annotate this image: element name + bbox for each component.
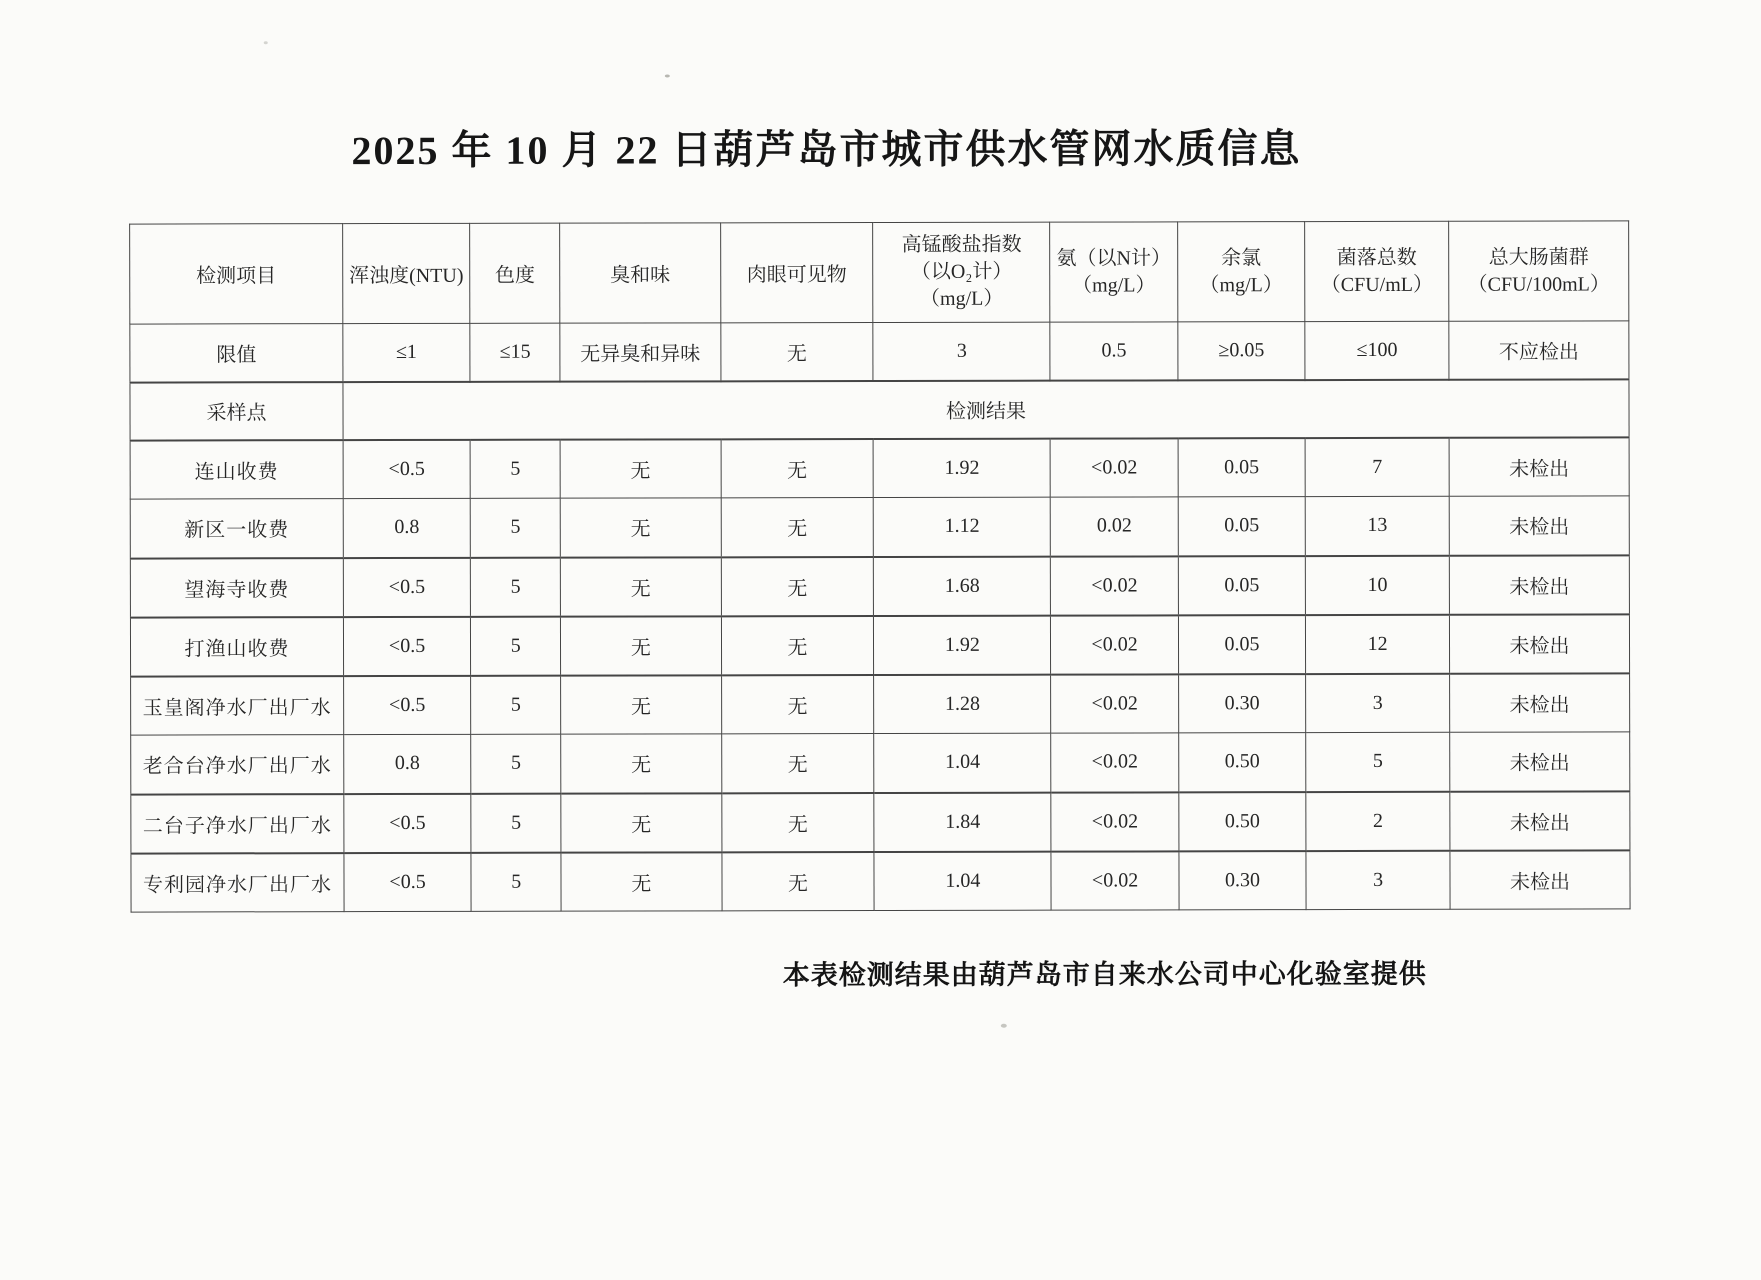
column-header-colony-count: 菌落总数 （CFU/mL） — [1305, 221, 1449, 321]
value-cell: 无 — [721, 793, 874, 852]
value-cell: 7 — [1305, 437, 1449, 496]
value-cell: 无 — [560, 498, 721, 557]
column-header-turbidity: 浑浊度(NTU) — [342, 223, 470, 323]
value-cell: 无 — [721, 734, 874, 793]
scan-speck — [1001, 1024, 1007, 1028]
site-name: 玉皇阁净水厂出厂水 — [131, 676, 344, 735]
table-row — [131, 850, 1630, 912]
value-cell: 0.8 — [343, 498, 471, 557]
limit-value: 无 — [720, 323, 873, 381]
value-cell: <0.02 — [1051, 733, 1179, 792]
value-cell: 未检出 — [1450, 791, 1630, 850]
value-cell: 无 — [721, 498, 874, 557]
value-cell: <0.02 — [1051, 792, 1179, 851]
value-cell: 未检出 — [1450, 850, 1630, 909]
limit-value: ≤15 — [470, 323, 560, 381]
column-header-total-coliform: 总大肠菌群 （CFU/100mL） — [1449, 221, 1629, 321]
limits-row — [130, 321, 1629, 382]
value-cell: <0.5 — [344, 793, 472, 852]
sampling-point-row — [130, 379, 1629, 440]
value-cell: <0.5 — [343, 439, 471, 498]
value-cell: 未检出 — [1450, 673, 1630, 732]
value-cell: 未检出 — [1449, 437, 1629, 496]
value-cell: 无 — [722, 852, 875, 911]
site-name: 新区一收费 — [130, 499, 343, 558]
value-cell: 无 — [561, 675, 722, 734]
water-quality-table — [129, 220, 1630, 912]
table-row — [131, 791, 1630, 853]
value-cell: 5 — [471, 852, 561, 911]
value-cell: <0.5 — [343, 557, 471, 616]
value-cell: 1.68 — [874, 556, 1051, 615]
table-row — [130, 614, 1629, 676]
site-name: 二台子净水厂出厂水 — [131, 794, 344, 853]
limit-value: 0.5 — [1050, 322, 1178, 380]
value-cell: 13 — [1305, 496, 1449, 555]
table-header-row — [130, 221, 1629, 324]
value-cell: 5 — [471, 616, 561, 675]
value-cell: <0.5 — [344, 852, 472, 911]
value-cell: 5 — [471, 734, 561, 793]
table-row — [130, 555, 1629, 617]
value-cell: 5 — [471, 793, 561, 852]
value-cell: <0.02 — [1051, 615, 1179, 674]
value-cell: 1.12 — [874, 497, 1051, 556]
limit-value: 3 — [873, 322, 1050, 380]
value-cell: 0.02 — [1051, 497, 1179, 556]
value-cell: 5 — [471, 675, 561, 734]
value-cell: 5 — [470, 439, 560, 498]
value-cell: 无 — [721, 675, 874, 734]
value-cell: 0.50 — [1178, 733, 1306, 792]
value-cell: 无 — [560, 439, 721, 498]
limit-value: ≤1 — [343, 323, 471, 381]
column-header-visible-matter: 肉眼可见物 — [720, 223, 873, 323]
value-cell: 12 — [1306, 614, 1450, 673]
value-cell: 10 — [1305, 555, 1449, 614]
value-cell: 1.04 — [874, 851, 1051, 910]
site-name: 专利园净水厂出厂水 — [131, 853, 344, 912]
column-header-permanganate-index: 高锰酸盐指数 （以O₂计） （mg/L） — [873, 222, 1050, 322]
page-title: 2025 年 10 月 22 日葫芦岛市城市供水管网水质信息 — [351, 126, 1302, 174]
site-name: 望海寺收费 — [130, 558, 343, 617]
value-cell: 3 — [1306, 850, 1450, 909]
value-cell: 0.05 — [1178, 438, 1306, 497]
value-cell: 3 — [1306, 673, 1450, 732]
value-cell: 0.30 — [1179, 851, 1307, 910]
value-cell: <0.02 — [1050, 438, 1178, 497]
value-cell: 无 — [721, 557, 874, 616]
value-cell: 1.84 — [874, 792, 1051, 851]
value-cell: 1.92 — [874, 615, 1051, 674]
value-cell: <0.5 — [343, 616, 471, 675]
value-cell: 0.05 — [1178, 497, 1306, 556]
value-cell: 未检出 — [1449, 496, 1629, 555]
value-cell: 未检出 — [1449, 614, 1629, 673]
value-cell: <0.5 — [343, 675, 471, 734]
sampling-point-label: 采样点 — [130, 382, 343, 440]
scan-speck — [665, 74, 670, 77]
column-header-test-item: 检测项目 — [130, 224, 343, 324]
column-header-odor: 臭和味 — [560, 223, 721, 323]
value-cell: 无 — [561, 793, 722, 852]
value-cell: 0.50 — [1179, 792, 1307, 851]
table-row — [130, 437, 1629, 499]
value-cell: 2 — [1306, 791, 1450, 850]
value-cell: 无 — [721, 616, 874, 675]
limit-value: ≤100 — [1305, 321, 1449, 379]
site-name: 老合台净水厂出厂水 — [131, 735, 344, 794]
value-cell: 未检出 — [1449, 555, 1629, 614]
value-cell: 无 — [561, 616, 722, 675]
column-header-color: 色度 — [470, 223, 560, 323]
value-cell: 未检出 — [1450, 732, 1630, 791]
table-row — [131, 673, 1630, 735]
table-row — [131, 732, 1630, 794]
value-cell: 1.04 — [874, 733, 1051, 792]
value-cell: 0.30 — [1178, 674, 1306, 733]
table-row — [130, 496, 1629, 558]
value-cell: 5 — [1306, 732, 1450, 791]
value-cell: 1.28 — [874, 674, 1051, 733]
value-cell: 无 — [561, 734, 722, 793]
value-cell: 无 — [561, 557, 722, 616]
limit-value: 不应检出 — [1449, 321, 1629, 379]
provider-note: 本表检测结果由葫芦岛市自来水公司中心化验室提供 — [782, 958, 1427, 991]
site-name: 打渔山收费 — [130, 617, 343, 676]
site-name: 连山收费 — [130, 440, 343, 499]
value-cell: 1.92 — [874, 438, 1051, 497]
value-cell: 无 — [721, 439, 874, 498]
value-cell: 0.05 — [1178, 556, 1306, 615]
column-header-ammonia: 氨（以N计） （mg/L） — [1050, 222, 1178, 322]
limits-row-label: 限值 — [130, 324, 343, 382]
value-cell: <0.02 — [1051, 556, 1179, 615]
limit-value: ≥0.05 — [1178, 322, 1306, 380]
value-cell: 5 — [470, 498, 560, 557]
scan-speck — [264, 41, 268, 44]
value-cell: 0.8 — [344, 734, 472, 793]
limit-value: 无异臭和异味 — [560, 323, 721, 381]
test-results-label: 检测结果 — [343, 379, 1629, 440]
value-cell: 0.05 — [1178, 615, 1306, 674]
column-header-residual-chlorine: 余氯 （mg/L） — [1177, 222, 1305, 322]
value-cell: 无 — [561, 852, 722, 911]
value-cell: <0.02 — [1051, 674, 1179, 733]
value-cell: <0.02 — [1051, 851, 1179, 910]
value-cell: 5 — [471, 557, 561, 616]
